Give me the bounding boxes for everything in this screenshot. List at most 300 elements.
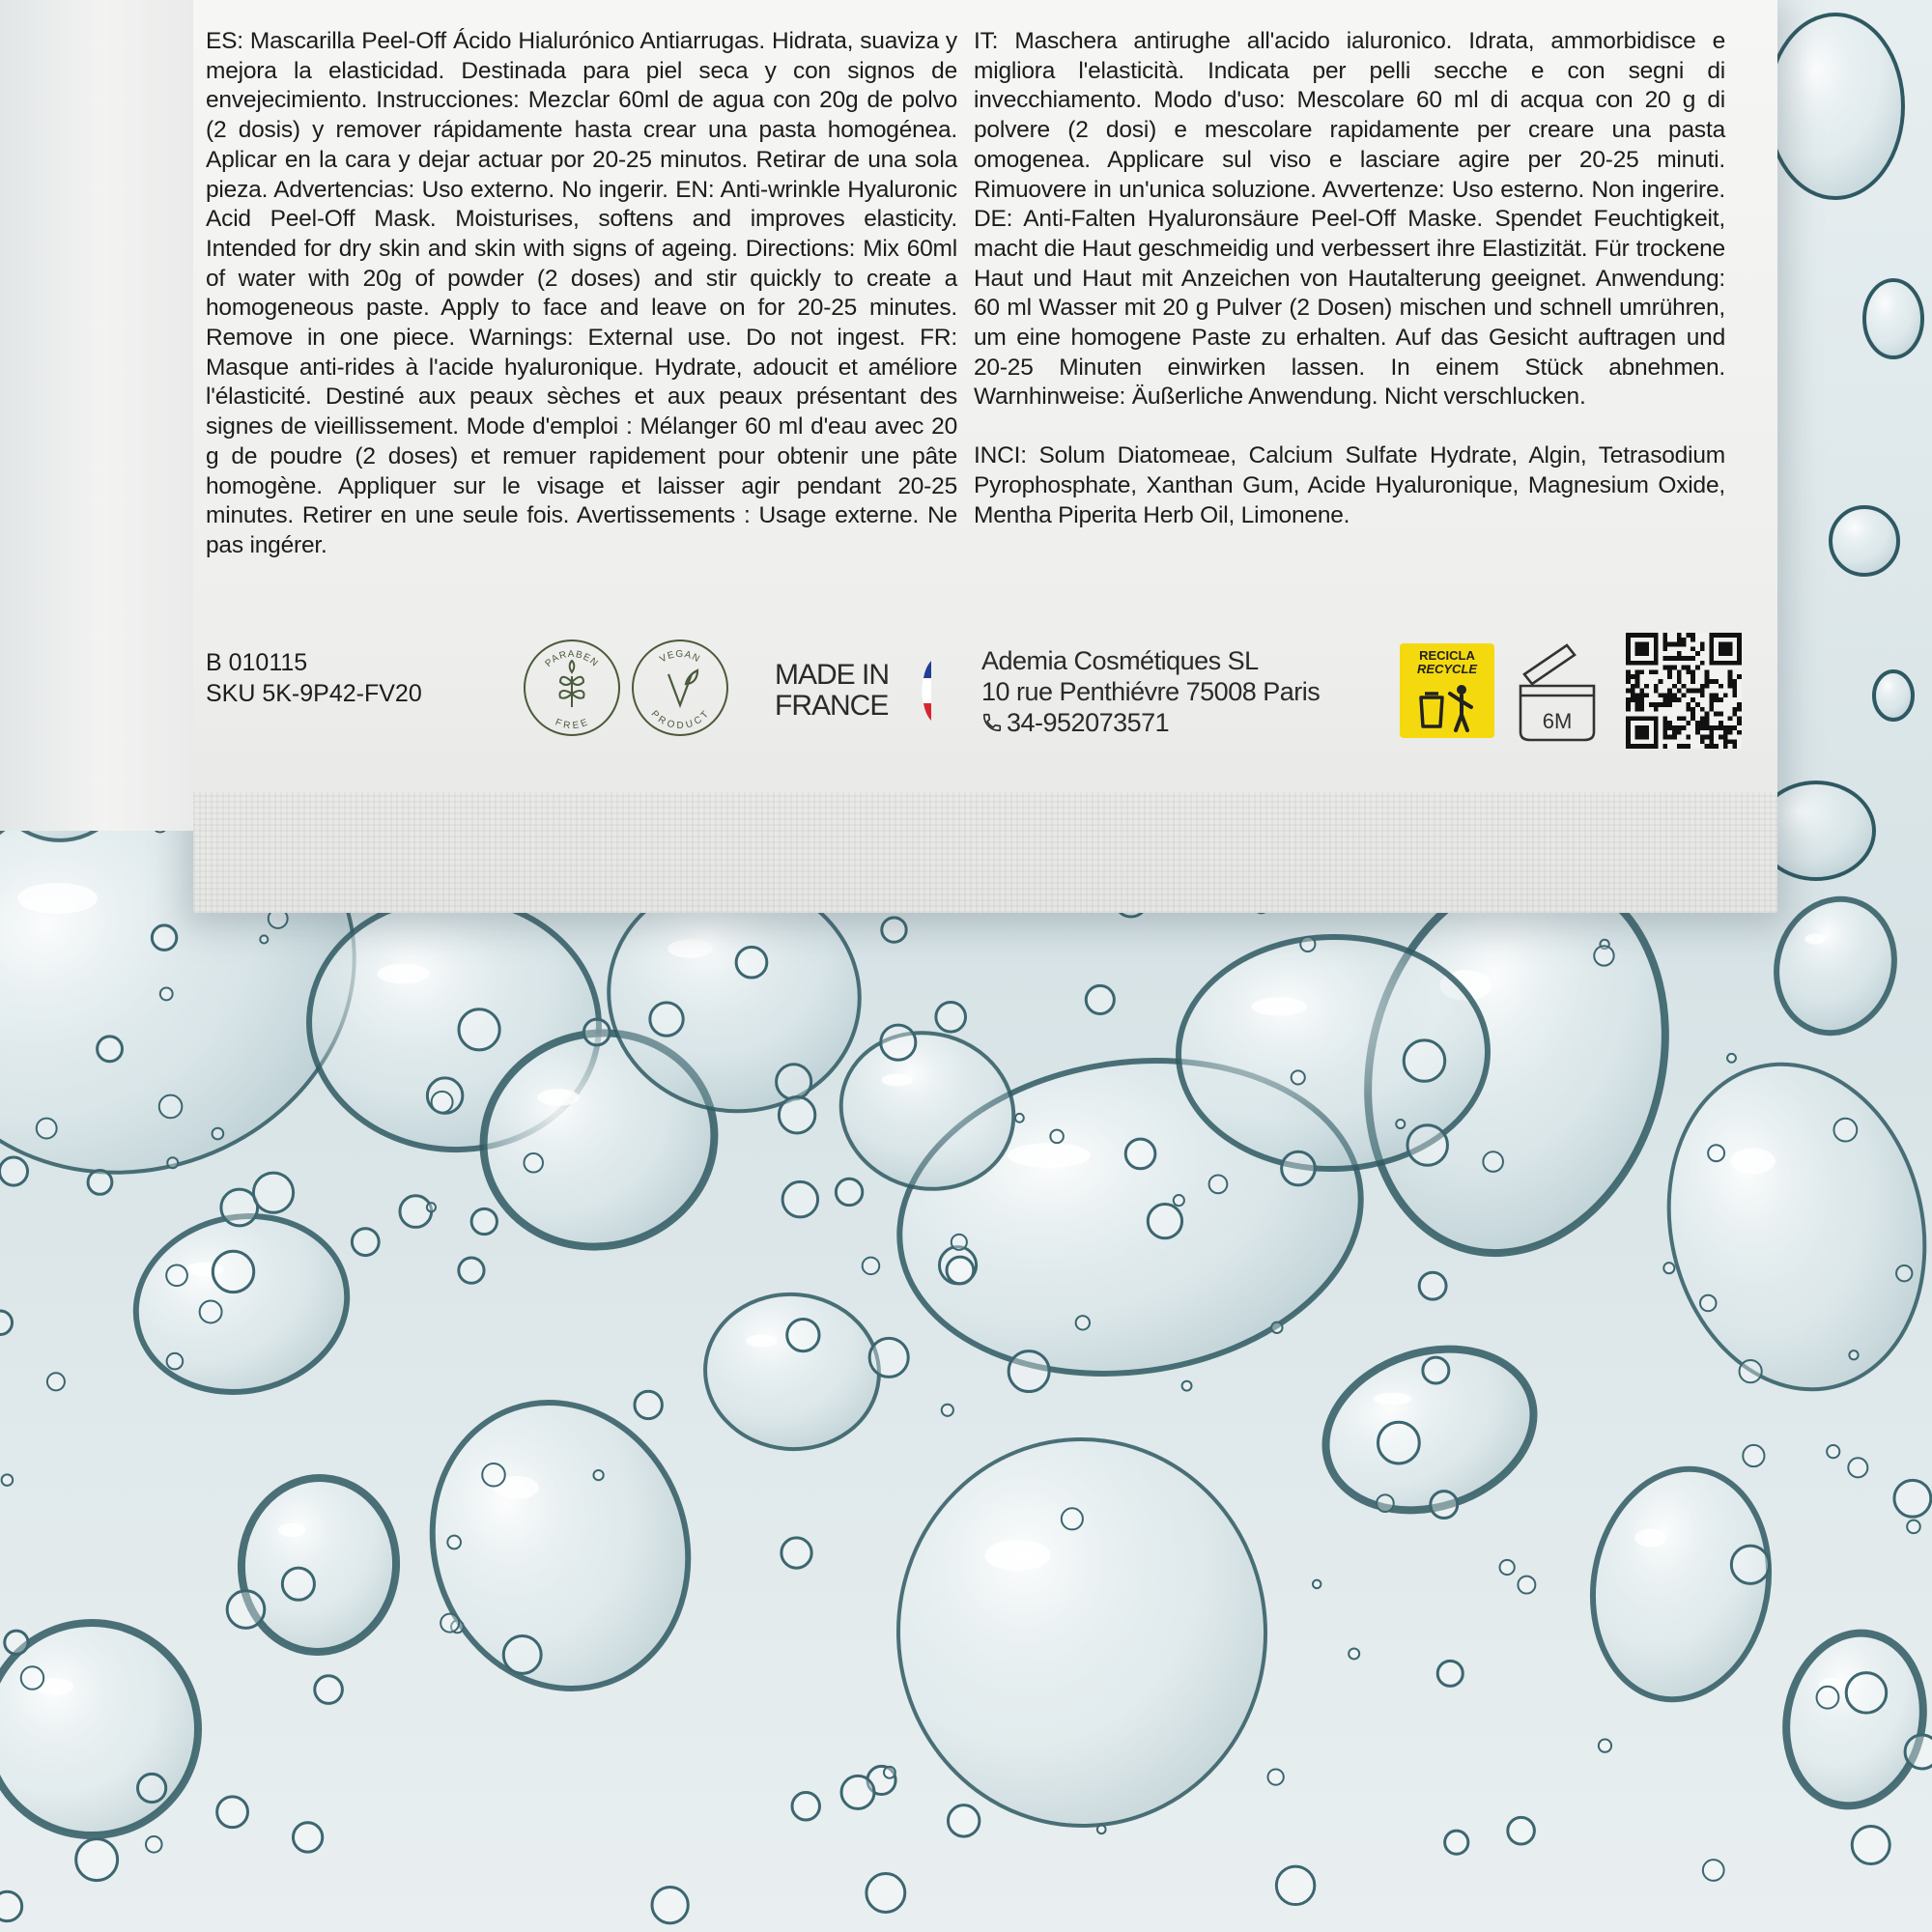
small-bubble [482, 1463, 505, 1487]
qr-module [1732, 679, 1737, 684]
recycle-label: RECYCLE [1416, 662, 1478, 676]
qr-module [1677, 730, 1682, 735]
small-bubble [1313, 1580, 1321, 1588]
qr-module [1690, 679, 1695, 684]
qr-module [1631, 693, 1635, 697]
qr-module [1700, 661, 1705, 666]
small-bubble [1599, 1740, 1611, 1752]
small-bubble [167, 1353, 184, 1370]
bubble-highlight [17, 883, 98, 914]
small-bubble [1431, 1492, 1458, 1519]
small-bubble [1349, 1648, 1359, 1659]
qr-module [1700, 693, 1705, 697]
small-bubble [635, 1391, 662, 1418]
small-bubble [777, 1065, 811, 1099]
qr-module [1672, 730, 1677, 735]
qr-module [1700, 646, 1705, 651]
bubble-highlight [1251, 997, 1307, 1015]
bubble-highlight [1634, 1528, 1665, 1547]
qr-module [1672, 684, 1677, 689]
qr-module [1667, 689, 1672, 694]
qr-module [1690, 656, 1695, 661]
qr-module [1662, 638, 1667, 642]
qr-module [1728, 674, 1733, 679]
qr-module [1732, 744, 1737, 749]
bubble-highlight [1804, 933, 1826, 944]
small-bubble [1852, 1827, 1889, 1864]
qr-module [1677, 689, 1682, 694]
qr-module [1686, 744, 1690, 749]
vegan-product-badge-icon [630, 638, 730, 738]
qr-module [1719, 697, 1723, 702]
small-bubble [1907, 1520, 1920, 1534]
qr-module [1672, 697, 1677, 702]
small-bubble [1437, 1661, 1463, 1686]
qr-module [1723, 739, 1728, 744]
small-bubble [1209, 1175, 1228, 1193]
small-bubble [47, 1373, 65, 1390]
bubble-highlight [881, 1074, 912, 1087]
small-bubble [260, 935, 268, 943]
company-phone: 34-952073571 [1007, 708, 1170, 737]
qr-module [1728, 684, 1733, 689]
small-bubble [1846, 1673, 1886, 1713]
qr-module [1709, 697, 1714, 702]
small-bubble [1148, 1204, 1181, 1237]
qr-module [1682, 693, 1687, 697]
qr-module [1635, 693, 1640, 697]
france-line: FRANCE [775, 690, 889, 722]
qr-module [1700, 725, 1705, 730]
small-bubble [1594, 946, 1613, 965]
qr-module [1686, 689, 1690, 694]
small-bubble [1396, 1120, 1405, 1128]
small-bubble [583, 1019, 610, 1045]
qr-module [1686, 669, 1690, 674]
small-bubble [1833, 1119, 1857, 1142]
qr-module [1667, 642, 1672, 647]
small-bubble [253, 1173, 293, 1212]
qr-module [1677, 633, 1682, 638]
small-bubble [1708, 1145, 1724, 1161]
bubble-highlight [746, 1335, 777, 1348]
bubble-highlight [984, 1540, 1050, 1571]
qr-module [1682, 725, 1687, 730]
qr-module [1667, 735, 1672, 740]
qr-module [1635, 707, 1640, 712]
qr-module [1677, 697, 1682, 702]
small-bubble [1500, 1560, 1515, 1575]
qr-module [1672, 666, 1677, 670]
qr-module [1732, 689, 1737, 694]
vegan-label: VEGAN [658, 648, 702, 666]
qr-module [1723, 735, 1728, 740]
qr-module [1626, 674, 1631, 679]
paraben-free-badge-icon [522, 638, 622, 738]
small-bubble [736, 947, 767, 978]
batch-number: B 010115 [206, 649, 308, 676]
small-bubble [0, 1891, 22, 1920]
qr-module [1654, 669, 1659, 674]
qr-module [1695, 689, 1700, 694]
small-bubble [782, 1181, 817, 1216]
bubble-highlight [1008, 1143, 1091, 1168]
small-bubble [440, 1614, 459, 1633]
pao-label: 6M [1542, 709, 1573, 733]
qr-module [1714, 693, 1719, 697]
small-bubble [447, 1536, 461, 1549]
small-bubble [1700, 1295, 1716, 1311]
qr-module [1662, 656, 1667, 661]
qr-module [1654, 689, 1659, 694]
qr-module [1644, 684, 1649, 689]
small-bubble [863, 1258, 880, 1275]
qr-module [1682, 656, 1687, 661]
qr-module [1677, 656, 1682, 661]
qr-module [1686, 666, 1690, 670]
qr-module [1682, 642, 1687, 647]
svg-text:PRODUCT [649, 709, 712, 731]
qr-module [1719, 725, 1723, 730]
qr-module [1662, 721, 1667, 725]
bubble-highlight [1730, 1148, 1776, 1174]
small-bubble [76, 1839, 118, 1881]
svg-text:FREE [554, 717, 590, 731]
company-address: 10 rue Penthiévre 75008 Paris [981, 677, 1321, 706]
qr-module [1639, 707, 1644, 712]
small-bubble [471, 1208, 497, 1234]
qr-module [1682, 684, 1687, 689]
recycle-badge [1400, 643, 1494, 738]
qr-module [1690, 638, 1695, 642]
qr-module [1714, 744, 1719, 749]
small-bubble [98, 1037, 123, 1062]
qr-module [1723, 730, 1728, 735]
qr-module [1737, 674, 1742, 679]
small-bubble [836, 1179, 862, 1205]
instructions-right-column [974, 27, 1725, 530]
qr-module [1719, 684, 1723, 689]
inci-ingredients: INCI: Solum Diatomeae, Calcium Sulfate Hydrate, Algin, Tetrasodium Pyrophosphate, Xanthan Gum, Acide Hyaluronique, Magnesium Oxide, Mentha Piperita Herb Oil, Limonene. [974, 442, 1725, 528]
qr-module [1682, 744, 1687, 749]
qr-module [1667, 725, 1672, 730]
qr-module [1690, 633, 1695, 638]
qr-module [1709, 679, 1714, 684]
small-bubble [524, 1153, 543, 1173]
qr-module [1662, 716, 1667, 721]
qr-module [1705, 712, 1710, 717]
qr-module [1732, 725, 1737, 730]
qr-module [1737, 707, 1742, 712]
bubble [1768, 14, 1903, 198]
small-bubble [1076, 1316, 1090, 1329]
small-bubble [2, 1474, 14, 1486]
qr-module [1654, 707, 1659, 712]
qr-module [1662, 646, 1667, 651]
qr-module [1654, 684, 1659, 689]
made-in-france [775, 660, 889, 722]
qr-module [1728, 669, 1733, 674]
recycle-bin-icon [1415, 680, 1481, 732]
qr-module [1719, 642, 1732, 656]
qr-module [1677, 674, 1682, 679]
small-bubble [146, 1836, 162, 1853]
instructions-left-column [206, 27, 957, 561]
small-bubble [952, 1235, 967, 1250]
small-bubble [948, 1805, 979, 1836]
small-bubble [213, 1128, 224, 1140]
small-bubble [1848, 1458, 1867, 1477]
small-bubble [867, 1874, 905, 1913]
small-bubble [88, 1170, 112, 1194]
small-bubble [217, 1797, 248, 1828]
qr-module [1690, 646, 1695, 651]
qr-module [1677, 744, 1682, 749]
qr-module [1639, 689, 1644, 694]
small-bubble [37, 1119, 57, 1139]
small-bubble [1377, 1494, 1394, 1512]
qr-module [1677, 679, 1682, 684]
qr-module [1714, 712, 1719, 717]
product-codes [206, 647, 422, 709]
qr-module [1705, 679, 1710, 684]
qr-module [1667, 702, 1672, 707]
qr-module [1631, 697, 1635, 702]
qr-module [1705, 674, 1710, 679]
small-bubble [1731, 1546, 1769, 1583]
qr-module [1677, 716, 1682, 721]
qr-module [1626, 707, 1631, 712]
small-bubble [1015, 1114, 1024, 1122]
qr-module [1732, 739, 1737, 744]
qr-module [1662, 642, 1667, 647]
qr-module [1626, 679, 1631, 684]
qr-module [1635, 725, 1649, 739]
small-bubble [1282, 1151, 1316, 1185]
small-bubble [1905, 1735, 1932, 1769]
qr-module [1635, 642, 1649, 656]
qr-module [1719, 721, 1723, 725]
recicla-label: RECICLA [1419, 648, 1475, 663]
qr-module [1639, 702, 1644, 707]
qr-module [1714, 679, 1719, 684]
qr-module [1700, 689, 1705, 694]
bubble-highlight [537, 1089, 579, 1106]
small-bubble [1062, 1508, 1083, 1529]
qr-module [1667, 666, 1672, 670]
small-bubble [1518, 1577, 1535, 1594]
small-bubble [947, 1257, 974, 1284]
qr-module [1672, 735, 1677, 740]
french-flag-icon [918, 661, 931, 721]
qr-module [1631, 684, 1635, 689]
qr-module [1677, 642, 1682, 647]
qr-module [1686, 656, 1690, 661]
qr-module [1705, 725, 1710, 730]
qr-module [1695, 721, 1700, 725]
qr-module [1672, 693, 1677, 697]
small-bubble [1174, 1195, 1184, 1206]
small-bubble [427, 1203, 436, 1211]
qr-module [1690, 712, 1695, 717]
qr-module [1686, 702, 1690, 707]
small-bubble [1727, 1054, 1736, 1063]
bubble [1831, 507, 1898, 575]
small-bubble [1125, 1139, 1155, 1169]
small-bubble [781, 1538, 811, 1568]
qr-module [1709, 739, 1714, 744]
qr-module [1690, 707, 1695, 712]
qr-module [1728, 739, 1733, 744]
qr-module [1695, 725, 1700, 730]
qr-module [1659, 702, 1663, 707]
small-bubble [1423, 1357, 1449, 1383]
instructions-it-de: IT: Maschera antirughe all'acido ialuronico. Idrata, ammorbidisce e migliora l'elasticità. Indicata per pelli secche e con segni di invecchiamento. Modo d'uso: Mescolare 60 ml di acqua con 20 g di polvere (2 dosi) e mescolare rapidamente per creare una pasta omogenea. Applicare sul viso e lasciare agire per 20-25 minuti. Rimuovere in un'unica soluzione. Avvertenze: Uso esterno. Non ingerire. DE: Anti-Falten Hyaluronsäure Peel-Off Maske. Spendet Feuchtigkeit, macht die Haut geschmeidig und verbessert ihre Elastizität. Für trockene Haut und Haut mit Anzeichen von Hautalterung geeignet. Anwendung: 60 ml Wasser mit 20 g Pulver (2 Dosen) mischen und schnell umrühren, um eine homogene Paste zu erhalten. Auf das Gesicht auftragen und 20-25 Minuten einwirken lassen. In einem Stück abnehmen. Warnhinweise: Äußerliche Anwendung. Nicht verschlucken. [974, 28, 1725, 411]
small-bubble [1419, 1272, 1446, 1299]
small-bubble [1086, 985, 1114, 1013]
qr-code-icon [1626, 633, 1742, 749]
small-bubble [1276, 1866, 1314, 1904]
qr-module [1690, 697, 1695, 702]
small-bubble [1508, 1817, 1535, 1844]
qr-module [1672, 656, 1677, 661]
svg-text:PARABEN [544, 649, 601, 669]
small-bubble [593, 1470, 603, 1480]
small-bubble [1849, 1350, 1858, 1359]
bubble-highlight [1374, 1393, 1412, 1406]
qr-module [1677, 651, 1682, 656]
small-bubble [1663, 1263, 1674, 1273]
small-bubble [1896, 1265, 1912, 1281]
qr-module [1631, 674, 1635, 679]
qr-module [1626, 702, 1631, 707]
company-phone-row [981, 707, 1320, 738]
qr-module [1662, 666, 1667, 670]
small-bubble [869, 1338, 908, 1377]
qr-module [1672, 642, 1677, 647]
small-bubble [1740, 1360, 1762, 1382]
qr-module [1635, 669, 1640, 674]
product-label: PRODUCT [648, 708, 712, 732]
small-bubble [459, 1009, 499, 1050]
qr-module [1705, 721, 1710, 725]
qr-module [1686, 735, 1690, 740]
qr-module [1635, 684, 1640, 689]
made-in-line: MADE IN [775, 659, 890, 691]
small-bubble [221, 1189, 258, 1226]
qr-module [1677, 669, 1682, 674]
qr-module [1682, 716, 1687, 721]
qr-module [1709, 702, 1714, 707]
small-bubble [1292, 1070, 1305, 1084]
qr-module [1705, 744, 1710, 749]
small-bubble [884, 1767, 895, 1778]
small-bubble [400, 1196, 432, 1228]
small-bubble [1703, 1860, 1724, 1881]
qr-module [1667, 656, 1672, 661]
company-name: Ademia Cosmétiques SL [981, 646, 1259, 675]
qr-module [1719, 735, 1723, 740]
qr-module [1667, 697, 1672, 702]
qr-module [1659, 679, 1663, 684]
qr-module [1732, 712, 1737, 717]
small-bubble [21, 1666, 43, 1689]
small-bubble [1445, 1831, 1468, 1854]
qr-module [1700, 739, 1705, 744]
qr-module [1714, 697, 1719, 702]
qr-module [1695, 651, 1700, 656]
qr-module [1705, 684, 1710, 689]
small-bubble [0, 1311, 13, 1335]
bubble-highlight [378, 964, 430, 984]
qr-module [1723, 725, 1728, 730]
qr-module [1723, 744, 1728, 749]
qr-module [1709, 735, 1714, 740]
small-bubble [792, 1793, 819, 1820]
small-bubble [787, 1319, 819, 1350]
small-bubble [652, 1888, 688, 1923]
qr-module [1695, 702, 1700, 707]
qr-module [1719, 712, 1723, 717]
sachet-left-edge [0, 0, 193, 831]
paraben-label: PARABEN [543, 648, 601, 669]
qr-module [1667, 693, 1672, 697]
qr-module [1732, 707, 1737, 712]
qr-module [1709, 725, 1714, 730]
svg-text:VEGAN [658, 649, 701, 666]
small-bubble [1827, 1445, 1839, 1458]
qr-module [1737, 730, 1742, 735]
qr-module [1662, 702, 1667, 707]
qr-module [1631, 689, 1635, 694]
small-bubble [293, 1823, 322, 1852]
bubble [1864, 280, 1922, 357]
small-bubble [200, 1301, 222, 1323]
small-bubble [0, 1157, 28, 1185]
small-bubble [227, 1591, 265, 1629]
small-bubble [841, 1776, 874, 1808]
small-bubble [942, 1405, 953, 1416]
small-bubble [936, 1002, 966, 1032]
small-bubble [503, 1636, 541, 1674]
qr-module [1677, 638, 1682, 642]
small-bubble [650, 1003, 683, 1036]
bubble [1874, 671, 1913, 720]
sku-code: SKU 5K-9P42-FV20 [206, 680, 422, 707]
qr-module [1728, 725, 1733, 730]
small-bubble [459, 1258, 484, 1283]
qr-module [1705, 716, 1710, 721]
qr-module [1705, 735, 1710, 740]
qr-module [1714, 725, 1719, 730]
small-bubble [166, 1264, 187, 1286]
qr-module [1690, 689, 1695, 694]
small-bubble [5, 1631, 28, 1654]
qr-module [1728, 679, 1733, 684]
small-bubble [1404, 1040, 1444, 1081]
phone-icon [981, 712, 1003, 733]
qr-module [1635, 679, 1640, 684]
qr-module [1682, 638, 1687, 642]
small-bubble [1097, 1825, 1106, 1833]
qr-module [1700, 735, 1705, 740]
small-bubble [1300, 937, 1315, 952]
small-bubble [1894, 1480, 1931, 1517]
company-info [981, 645, 1320, 738]
qr-module [1728, 730, 1733, 735]
qr-module [1705, 669, 1710, 674]
qr-module [1728, 716, 1733, 721]
